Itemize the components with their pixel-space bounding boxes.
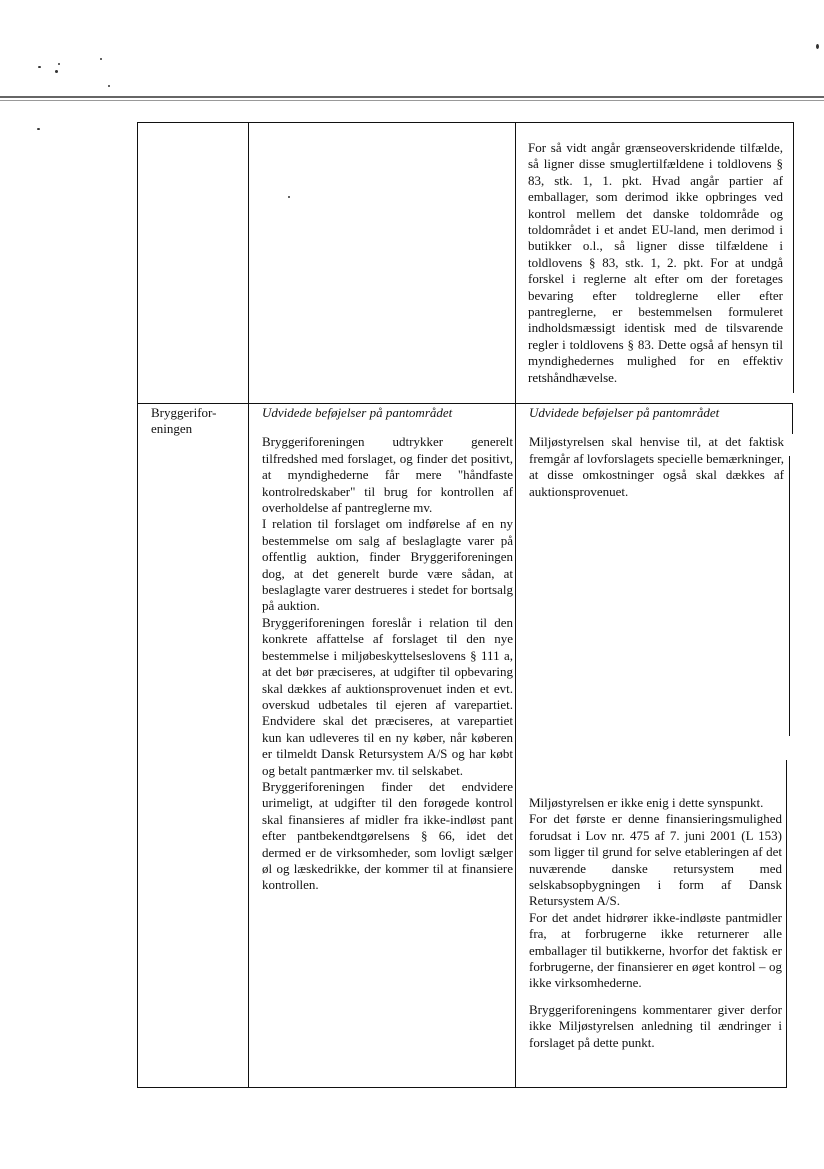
table-border-right bbox=[789, 456, 790, 736]
comment-paragraph: Bryggeriforeningen foreslår i relation til den konkrete affattelse af forslaget til den nye bestemmelse i miljøbeskyttelseslovens § 111 a, at det bør præciseres, at udgifter til opbevaring skal dækkes af auktionsprovenuet inden et evt. overskud udbetales til ejeren af varepartiet. Endvidere skal det præciseres, at varepartiet kun kan udleveres til en ny køber, når køberen er tilmeldt Dansk Retursystem A/S og har købt og betalt pantmærker mv. til selskabet. bbox=[262, 614, 513, 778]
scan-speck bbox=[37, 128, 40, 130]
table-border-top bbox=[137, 122, 794, 123]
row2-response-cell-top bbox=[529, 405, 784, 500]
scan-speck bbox=[288, 196, 290, 198]
table-border-right bbox=[786, 760, 787, 1088]
row1-response-paragraph: For så vidt angår grænseoverskridende tilfælde, så ligner disse smuglertilfældene i toldlovens § 83, stk. 1, 1. pkt. Hvad angår partier af emballager, som derimod ikke opbringes ved kontrol mellem det danske toldområde og toldområdet i et andet EU-land, men derimod i butikker o.l., så ligner disse tilfældene i toldlovens § 83, stk. 1, 2. pkt. For at undgå forskel i reglerne alt efter om der foretages bevaring efter toldreglerne eller efter pantreglerne, er bestemmelsen formuleret indholdsmæssigt identisk med de tilsvarende regler i toldlovens § 83. Dette også af hensyn til myndighedernes mulighed for en effektiv retshåndhævelse. bbox=[528, 140, 783, 385]
response-paragraph: Miljøstyrelsen skal henvise til, at det faktisk fremgår af lovforslagets specielle bemærkninger, at disse omkostninger også skal dækkes af auktionsprovenuet. bbox=[529, 434, 784, 499]
scan-line-top-2 bbox=[0, 100, 824, 101]
table-border-right bbox=[792, 404, 793, 434]
response-paragraph: For det første er denne finansieringsmulighed forudsat i Lov nr. 475 af 7. juni 2001 (L 153) som ligger til grund for selve etableringen af det nuværende danske retursystem med selskabsopbygningen i form af Dansk Retursystem A/S. bbox=[529, 811, 782, 909]
scan-speck bbox=[58, 63, 60, 65]
comment-paragraph: Bryggeriforeningen finder det endvidere urimeligt, at udgifter til den forøgede kontrol skal finansieres af midler fra ikke-indløst pant efter pantbekendtgørelsens § 66, idet det dermed er de virksomheder, som lovligt sælger øl og læskedrikke, der kommer til at finansiere kontrollen. bbox=[262, 778, 513, 893]
table-border-left bbox=[137, 122, 138, 1088]
table-column-divider-1 bbox=[248, 122, 249, 1088]
table-row-divider bbox=[137, 403, 793, 404]
scan-line-top bbox=[0, 96, 824, 98]
comment-paragraph: Bryggeriforeningen udtrykker generelt tilfredshed med forslaget, og finder det positivt, at myndighederne får mere "håndfaste kontrolredskaber" til brug for kontrollen af overholdelse af pantreglerne mv. bbox=[262, 434, 513, 516]
row1-response-cell bbox=[528, 140, 783, 386]
scan-speck bbox=[100, 58, 102, 60]
scan-speck bbox=[38, 66, 41, 68]
table-border-bottom bbox=[137, 1087, 787, 1088]
response-paragraph: For det andet hidrører ikke-indløste pantmidler fra, at forbrugerne ikke returnerer alle emballager til butikkerne, hvorfor det faktisk er forbrugerne, der finansierer en øget kontrol – og ikke virksomhederne. bbox=[529, 909, 782, 991]
row2-party-cell bbox=[151, 405, 243, 438]
party-name: Bryggerifor- eningen bbox=[151, 405, 217, 437]
scan-speck bbox=[816, 44, 819, 49]
scan-speck bbox=[55, 70, 58, 73]
response-heading: Udvidede beføjelser på pantområdet bbox=[529, 405, 720, 420]
table-border-right bbox=[793, 122, 794, 393]
row2-comment-cell bbox=[262, 405, 513, 894]
comment-heading: Udvidede beføjelser på pantområdet bbox=[262, 405, 453, 420]
response-paragraph: Miljøstyrelsen er ikke enig i dette synspunkt. bbox=[529, 795, 764, 810]
table-column-divider-2 bbox=[515, 122, 516, 1088]
row2-response-cell-bottom bbox=[529, 795, 782, 1051]
comment-paragraph: I relation til forslaget om indførelse af en ny bestemmelse om salg af beslaglagte varer på offentlig auktion, finder Bryggeriforeningen dog, at det generelt burde være sådan, at beslaglagte varer destrueres i stedet for bortsalg på auktion. bbox=[262, 516, 513, 614]
response-paragraph: Bryggeriforeningens kommentarer giver derfor ikke Miljøstyrelsen anledning til ændringer i forslaget på dette punkt. bbox=[529, 1001, 782, 1050]
scan-speck bbox=[108, 85, 110, 87]
